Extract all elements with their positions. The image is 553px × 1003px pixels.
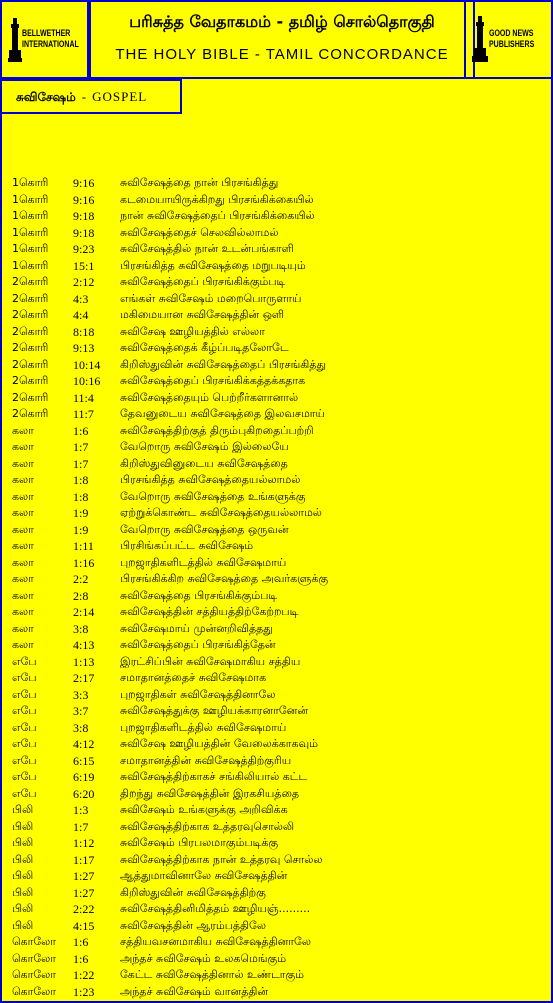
entry-text: பிரசங்கித்த சுவிசேஷத்தையல்லாமல் [120,473,301,486]
list-item [12,984,542,1001]
entry-book: 2கொரி [12,357,49,371]
entry-text: தேவனுடைய சுவிசேஷத்தை இலவசமாய் [120,407,325,420]
entry-reference: 9:13 [73,341,95,355]
list-item [12,175,542,192]
entry-reference: 10:16 [73,374,101,388]
entry-reference: 2:2 [73,572,89,586]
entry-reference: 9:16 [73,192,95,207]
entry-book: கலா [12,473,34,486]
entry-book: கொலோ [12,935,57,948]
right-logo-line-2: PUBLISHERS [489,39,535,49]
entry-reference: 1:16 [73,555,95,570]
list-item [12,472,542,489]
entry-reference: 4:13 [73,638,95,652]
entry-text: நான் சுவிசேஷத்தைப் பிரசங்கிக்கையில் [120,209,315,222]
entry-reference: 1:11 [73,539,94,553]
entry-book: எபே [12,671,37,684]
entry-reference: 2:17 [73,671,95,685]
entry-text: வேறொரு சுவிசேஷத்தை உங்களுக்கு [120,489,306,503]
entry-reference: 8:18 [73,324,95,339]
entry-book: கொலோ [12,951,57,965]
entry-text: கடமையாயிருக்கிறது பிரசங்கிக்கையில் [120,192,314,206]
left-logo-line-2: INTERNATIONAL [22,39,79,49]
entry-text: சுவிசேஷத்தைப் பிரசங்கிக்கும்படி [120,275,286,288]
entry-text: புறஜாதிகளிடத்தில் சுவிசேஷமாய் [120,555,287,569]
entry-reference: 4:15 [73,918,95,933]
entry-reference: 3:8 [73,621,89,636]
entry-book: கலா [12,605,34,618]
entry-book: எபே [12,753,37,767]
entry-book: 1கொரி [12,242,49,255]
entry-reference: 2:14 [73,605,95,619]
entry-text: பிரசங்கித்த சுவிசேஷத்தை மறுபடியும் [120,258,306,272]
entry-reference: 4:4 [73,308,89,322]
entry-book: எபே [12,654,37,668]
entry-reference: 6:20 [73,786,95,801]
entry-text: சுவிசேஷத்தில் நான் உடன்பங்காளி [120,242,294,255]
list-item [12,868,542,885]
entry-book: எபே [12,704,37,717]
entry-text: சுவிசேஷத்துக்கு ஊழியக்காரனானேன் [120,704,309,717]
headword-english: GOSPEL [92,89,148,104]
list-item [12,489,542,506]
list-item [12,373,542,390]
entry-book: பிலி [12,869,34,882]
list-item [12,439,542,456]
entry-reference: 1:13 [73,654,95,669]
list-item [12,819,542,836]
entry-book: 2கொரி [12,324,49,338]
entry-book: கலா [12,423,34,437]
list-item [12,918,542,935]
list-item [12,225,542,242]
headword [16,89,147,106]
entry-text: சுவிசேஷத்தை நான் பிரசங்கித்து [120,176,279,189]
list-item [12,208,542,225]
entry-reference: 1:6 [73,935,89,949]
entry-book: 1கொரி [12,176,49,189]
list-item [12,291,542,308]
entry-book: பிலி [12,819,34,833]
title-box [89,0,475,79]
entry-reference: 15:1 [73,258,95,273]
headword-separator: - [81,89,87,104]
entry-book: 1கொரி [12,225,49,239]
left-logo-line-1: BELLWETHER [22,28,71,38]
list-item [12,835,542,852]
list-item [12,885,542,902]
list-item [12,522,542,539]
list-item [12,670,542,687]
good-news-logo [464,0,553,79]
entry-text: சுவிசேஷமாய் முன்னறிவித்தது [120,621,273,635]
list-item [12,934,542,951]
entry-text: சுவிசேஷம் பிரபலமாகும்படிக்கு [120,836,279,849]
entry-text: கேட்ட சுவிசேஷத்தினால் உண்டாகும் [120,968,305,981]
entry-text: சுவிசேஷத்தைப் பிரசங்கிக்கத்தக்கதாக [120,374,306,387]
headword-box [0,79,182,114]
list-item [12,307,542,324]
entry-reference: 9:23 [73,242,95,256]
entry-text: ஏற்றுக்கொண்ட சுவிசேஷத்தையல்லாமல் [120,506,322,519]
entry-reference: 1:3 [73,803,89,817]
entry-book: 2கொரி [12,308,49,321]
right-logo-line-1: GOOD NEWS [489,28,534,38]
bell-icon [8,16,22,64]
entry-book: 2கொரி [12,407,49,420]
entry-reference: 1:7 [73,819,89,834]
tower-icon [472,16,488,64]
entry-reference: 1:6 [73,951,89,966]
list-item [12,802,542,819]
entry-book: 1கொரி [12,258,49,272]
list-item [12,390,542,407]
entry-book: கலா [12,539,34,552]
entry-reference: 1:23 [73,984,95,999]
entry-text: அந்தச் சுவிசேஷம் வானத்தின் [120,984,269,998]
entry-book: 2கொரி [12,374,49,387]
entry-book: கலா [12,456,34,470]
entry-reference: 6:15 [73,753,95,768]
entry-reference: 2:8 [73,588,89,603]
list-item [12,736,542,753]
entry-text: சுவிசேஷ ஊழியத்தின் வேலைக்காகவும் [120,737,318,750]
entry-reference: 1:27 [73,869,95,883]
header [0,0,553,79]
list-item [12,357,542,374]
entry-text: எங்கள் சுவிசேஷம் மறைபொருளாய் [120,291,302,305]
entry-book: பிலி [12,918,34,932]
page-title-english: THE HOLY BIBLE - TAMIL CONCORDANCE [115,46,449,63]
entry-text: சுவிசேஷத்தை பிரசங்கிக்கும்படி [120,588,278,602]
entry-text: வேறொரு சுவிசேஷம் இல்லையே [120,440,289,453]
entry-reference: 4:12 [73,737,95,751]
list-item [12,967,542,984]
bellwether-logo [0,0,89,79]
entry-book: பிலி [12,852,34,866]
entry-text: சமாதானத்தைச் சுவிசேஷமாக [120,671,267,684]
entry-book: கலா [12,522,34,536]
entry-text: சுவிசேஷத்திற்குத் திரும்புகிறதைப்பற்றி [120,423,314,437]
entry-text: சுவிசேஷம் உங்களுக்கு அறிவிக்க [120,803,288,816]
entry-book: எபே [12,687,37,701]
entry-text: சுவிசேஷத்திற்காகச் சங்கிலியால் கட்ட [120,770,308,783]
entry-book: 1கொரி [12,209,49,222]
entry-text: பிரசங்கிக்கிற சுவிசேஷத்தை அவர்களுக்கு [120,572,329,585]
list-item [12,274,542,291]
entry-book: கலா [12,440,34,453]
entry-text: சுவிசேஷத்திற்காக நான் உத்தரவு சொல்ல [120,852,323,866]
entry-text: கிறிஸ்துவினுடைய சுவிசேஷத்தை [120,456,288,470]
entry-reference: 9:18 [73,225,95,240]
entry-book: கலா [12,506,34,519]
list-item [12,852,542,869]
entry-reference: 1:12 [73,836,95,850]
list-item [12,192,542,209]
entry-text: சத்தியவசனமாகிய சுவிசேஷத்தினாலே [120,935,311,948]
entry-reference: 9:18 [73,209,95,223]
entry-book: கலா [12,572,34,585]
entry-text: திறந்து சுவிசேஷத்தின் இரகசியத்தை [120,786,300,800]
entry-text: சமாதானத்தின் சுவிசேஷத்திற்குரிய [120,753,292,767]
entry-book: கலா [12,489,34,503]
entry-text: மகிமையான சுவிசேஷத்தின் ஒளி [120,308,285,321]
list-item [12,637,542,654]
entry-reference: 6:19 [73,770,95,784]
entry-text: இரட்சிப்பின் சுவிசேஷமாகிய சத்திய [120,654,301,668]
entry-text: சுவிசேஷத்திற்காக உத்தரவுசொல்லி [120,819,295,833]
entry-reference: 1:7 [73,440,89,454]
entry-text: சுவிசேஷத்தைப் பிரசங்கித்தேன் [120,638,276,651]
entry-reference: 10:14 [73,357,101,372]
entry-reference: 1:27 [73,885,95,900]
list-item [12,555,542,572]
entry-book: கலா [12,621,34,635]
entry-text: சுவிசேஷ ஊழியத்தில் எல்லா [120,324,265,338]
list-item [12,423,542,440]
entry-reference: 4:3 [73,291,89,306]
list-item [12,571,542,588]
entry-book: 2கொரி [12,291,49,305]
entry-text: கிறிஸ்துவின் சுவிசேஷத்திற்கு [120,885,266,899]
list-item [12,588,542,605]
list-item [12,241,542,258]
entry-book: பிலி [12,836,34,849]
list-item [12,687,542,704]
entry-reference: 1:8 [73,473,89,487]
entry-text: புறஜாதிகளிடத்தில் சுவிசேஷமாய் [120,720,287,734]
list-item [12,456,542,473]
list-item [12,654,542,671]
entry-text: சுவிசேஷத்தைச் செலவில்லாமல் [120,225,279,239]
entry-text: சுவிசேஷத்தின் ஆரம்பத்திலே [120,918,266,932]
list-item [12,901,542,918]
headword-tamil: சுவிசேஷம் [16,90,76,104]
entry-book: எபே [12,720,37,734]
entry-text: பிரசிங்கப்பட்ட சுவிசேஷம் [120,539,254,552]
entry-book: பிலி [12,902,34,915]
entry-reference: 1:22 [73,968,95,982]
entry-text: சுவிசேஷத்தைக் கீழ்ப்படிதலோடே [120,341,289,354]
entry-book: எபே [12,786,37,800]
list-item [12,505,542,522]
entry-reference: 3:7 [73,704,89,718]
entry-book: கொலோ [12,984,57,998]
entry-reference: 3:8 [73,720,89,735]
entry-reference: 9:16 [73,176,95,190]
list-item [12,753,542,770]
list-item [12,406,542,423]
entry-book: கொலோ [12,968,57,981]
entry-book: எபே [12,737,37,750]
list-item [12,951,542,968]
entry-text: சுவிசேஷத்தினிமித்தம் ஊழியஞ்......... [120,902,311,915]
entry-book: 1கொரி [12,192,49,206]
entry-text: அந்தச் சுவிசேஷம் உலகமெங்கும் [120,951,287,965]
entry-book: கலா [12,555,34,569]
entry-reference: 1:7 [73,456,89,471]
entry-book: கலா [12,638,34,651]
entry-reference: 11:4 [73,390,94,405]
entry-text: சுவிசேஷத்தையும் பெற்றீர்களானால் [120,390,299,404]
list-item [12,604,542,621]
entry-reference: 1:9 [73,506,89,520]
entry-reference: 3:3 [73,687,89,702]
list-item [12,324,542,341]
entry-reference: 2:22 [73,902,95,916]
entry-book: எபே [12,770,37,783]
entry-book: கலா [12,588,34,602]
entry-book: 2கொரி [12,341,49,354]
entry-reference: 1:6 [73,423,89,438]
entry-reference: 1:17 [73,852,95,867]
entry-text: புறஜாதிகள் சுவிசேஷத்தினாலே [120,687,276,701]
list-item [12,538,542,555]
entry-book: பிலி [12,885,34,899]
entry-reference: 1:8 [73,489,89,504]
list-item [12,786,542,803]
entry-book: 2கொரி [12,275,49,288]
list-item [12,621,542,638]
list-item [12,769,542,786]
concordance-list [12,175,542,1000]
entry-reference: 11:7 [73,407,94,421]
entry-reference: 2:12 [73,275,95,289]
entry-reference: 1:9 [73,522,89,537]
list-item [12,258,542,275]
entry-text: ஆத்துமாவினாலே சுவிசேஷத்தின் [120,869,288,882]
page-title-tamil: பரிசுத்த வேதாகமம் - தமிழ் சொல்தொகுதி [129,12,435,31]
entry-book: பிலி [12,803,34,816]
list-item [12,340,542,357]
entry-text: சுவிசேஷத்தின் சத்தியத்திற்கேற்றபடி [120,605,299,618]
entry-text: வேறொரு சுவிசேஷத்தை ஒருவன் [120,522,289,536]
entry-text: கிறிஸ்துவின் சுவிசேஷத்தைப் பிரசங்கித்து [120,357,326,371]
entry-book: 2கொரி [12,390,49,404]
list-item [12,703,542,720]
list-item [12,720,542,737]
